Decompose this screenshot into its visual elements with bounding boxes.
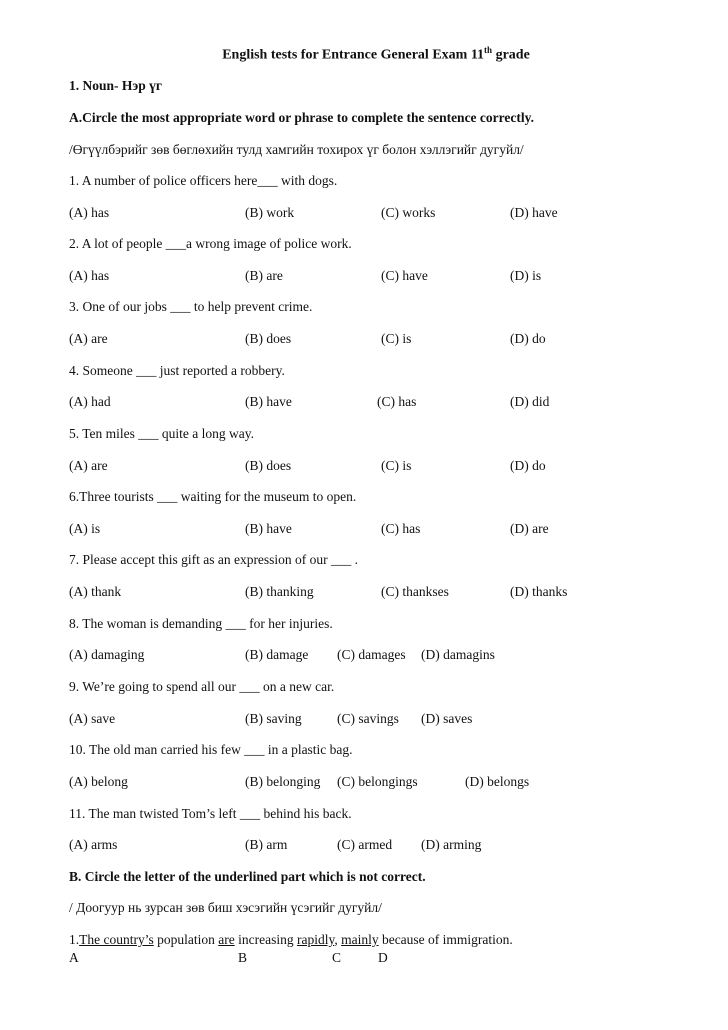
title-superscript: th — [484, 45, 493, 55]
q4-option-d[interactable]: (D) did — [510, 394, 550, 409]
part-b-question-1 — [69, 932, 513, 948]
q5-option-b[interactable]: (B) does — [245, 458, 292, 473]
q9-option-d[interactable]: (D) saves — [421, 711, 473, 726]
q1-option-c[interactable]: (C) works — [381, 205, 436, 220]
q5-option-c[interactable]: (C) is — [381, 458, 412, 473]
q7-option-b[interactable]: (B) thanking — [245, 584, 314, 599]
q6-option-c[interactable]: (C) has — [381, 521, 421, 536]
q4-option-a[interactable]: (A) had — [69, 394, 111, 409]
q1-option-b[interactable]: (B) work — [245, 205, 295, 220]
q10-option-a[interactable]: (A) belong — [69, 774, 128, 789]
q11-option-a[interactable]: (A) arms — [69, 837, 118, 852]
q7-option-c[interactable]: (C) thankses — [381, 584, 449, 599]
question-1: 1. A number of police officers here___ with dogs. — [69, 173, 338, 188]
q3-option-d[interactable]: (D) do — [510, 331, 546, 346]
q6-option-a[interactable]: (A) is — [69, 521, 101, 536]
letter-d[interactable]: D — [378, 950, 388, 965]
part-a-heading: A.Circle the most appropriate word or phrase to complete the sentence correctly. — [69, 110, 535, 125]
q4-option-b[interactable]: (B) have — [245, 394, 292, 409]
q10-option-c[interactable]: (C) belongings — [337, 774, 418, 789]
q8-option-c[interactable]: (C) damages — [337, 647, 406, 662]
q1-option-d[interactable]: (D) have — [510, 205, 558, 220]
q8-option-b[interactable]: (B) damage — [245, 647, 309, 662]
question-7: 7. Please accept this gift as an expression of our ___ . — [69, 552, 359, 567]
q2-option-d[interactable]: (D) is — [510, 268, 542, 283]
q3-option-b[interactable]: (B) does — [245, 331, 292, 346]
q6-option-b[interactable]: (B) have — [245, 521, 292, 536]
letter-b[interactable]: B — [238, 950, 248, 965]
question-10: 10. The old man carried his few ___ in a plastic bag. — [69, 742, 353, 757]
q7-option-d[interactable]: (D) thanks — [510, 584, 568, 599]
sentence-text: , — [334, 932, 342, 947]
title-text: English tests for Entrance General Exam 11 — [222, 47, 485, 63]
q9-option-a[interactable]: (A) save — [69, 711, 116, 726]
q8-option-d[interactable]: (D) damagins — [421, 647, 495, 662]
q5-option-d[interactable]: (D) do — [510, 458, 546, 473]
underlined-part-a[interactable]: The country’s — [79, 932, 154, 947]
q7-option-a[interactable]: (A) thank — [69, 584, 122, 599]
q3-option-a[interactable]: (A) are — [69, 331, 108, 346]
sentence-text: increasing — [234, 932, 297, 947]
title-suffix: grade — [492, 47, 530, 63]
q6-option-d[interactable]: (D) are — [510, 521, 549, 536]
underlined-part-b[interactable]: are — [218, 932, 235, 947]
q4-option-c[interactable]: (C) has — [377, 394, 417, 409]
question-4: 4. Someone ___ just reported a robbery. — [69, 363, 285, 378]
q11-option-c[interactable]: (C) armed — [337, 837, 393, 852]
question-2: 2. A lot of people ___a wrong image of police work. — [69, 236, 352, 251]
question-6: 6.Three tourists ___ waiting for the museum to open. — [69, 489, 357, 504]
q2-option-a[interactable]: (A) has — [69, 268, 110, 283]
q10-option-d[interactable]: (D) belongs — [465, 774, 530, 789]
q11-option-d[interactable]: (D) arming — [421, 837, 482, 852]
letter-c[interactable]: C — [332, 950, 342, 965]
q2-option-c[interactable]: (C) have — [381, 268, 428, 283]
q1-option-a[interactable]: (A) has — [69, 205, 110, 220]
q2-option-b[interactable]: (B) are — [245, 268, 283, 283]
page-title — [0, 45, 728, 64]
sentence-text: population — [153, 932, 219, 947]
section-heading: 1. Noun- Нэр үг — [69, 78, 162, 93]
underlined-part-c[interactable]: rapidly — [296, 932, 335, 947]
q5-option-a[interactable]: (A) are — [69, 458, 108, 473]
question-5: 5. Ten miles ___ quite a long way. — [69, 426, 255, 441]
part-b-heading: B. Circle the letter of the underlined part which is not correct. — [69, 869, 426, 884]
q10-option-b[interactable]: (B) belonging — [245, 774, 321, 789]
question-3: 3. One of our jobs ___ to help prevent crime. — [69, 299, 313, 314]
letter-a[interactable]: A — [69, 950, 79, 965]
q9-option-c[interactable]: (C) savings — [337, 711, 399, 726]
q3-option-c[interactable]: (C) is — [381, 331, 412, 346]
part-a-instruction: /Өгүүлбэрийг зөв бөглөхийн тулд хамгийн тохирох үг болон хэллэгийг дугуйл/ — [69, 142, 524, 157]
q9-option-b[interactable]: (B) saving — [245, 711, 302, 726]
part-b-instruction: / Доогуур нь зурсан зөв биш хэсэгийн үсэгийг дугуйл/ — [69, 900, 382, 915]
sentence-text: because of immigration. — [378, 932, 513, 947]
question-number: 1. — [69, 932, 80, 947]
question-9: 9. We’re going to spend all our ___ on a new car. — [69, 679, 335, 694]
q11-option-b[interactable]: (B) arm — [245, 837, 288, 852]
q8-option-a[interactable]: (A) damaging — [69, 647, 145, 662]
question-11: 11. The man twisted Tom’s left ___ behind his back. — [69, 806, 352, 821]
question-8: 8. The woman is demanding ___ for her injuries. — [69, 616, 333, 631]
underlined-part-d[interactable]: mainly — [341, 932, 379, 947]
